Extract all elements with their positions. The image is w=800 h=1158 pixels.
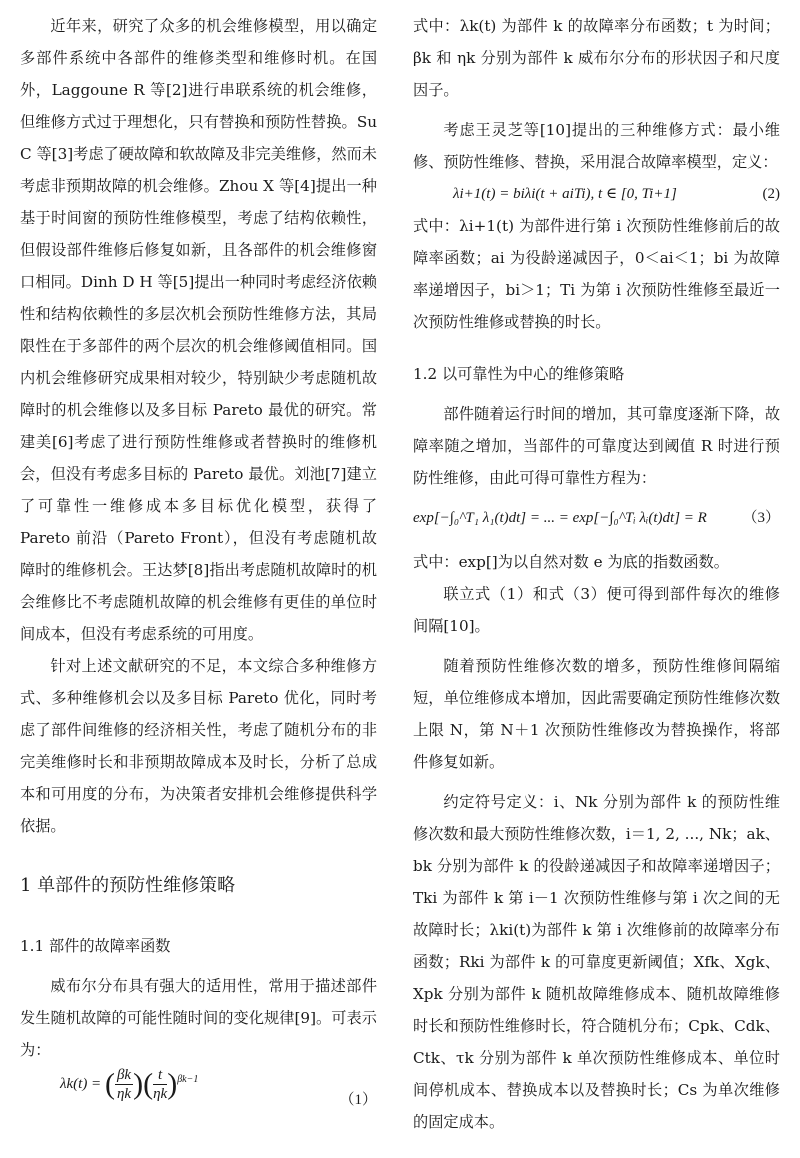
- equation-3-expression: exp[−∫₀^T₁ λ₁(t)dt] = ... = exp[−∫₀^Tᵢ λᵢ(t)dt] = R: [413, 510, 707, 526]
- equation-3-number: （3）: [742, 510, 780, 526]
- section-heading-1: 1 单部件的预防性维修策略: [20, 875, 236, 896]
- reliability-paragraph: 部件随着运行时间的增加，其可靠度逐渐下降，故障率随之增加，当部件的可靠度达到阈值 R 时进行预防性维修，由此可得可靠性方程为：: [413, 405, 780, 487]
- mixed-failure-paragraph: 考虑王灵芝等[10]提出的三种维修方式：最小维修、预防性维修、替换，采用混合故障率模型，定义：: [413, 121, 780, 171]
- notation-paragraph: 约定符号定义：i、Nk 分别为部件 k 的预防性维修次数和最大预防性维修次数，i＝1, 2, ..., Nk；ak、bk 分别为部件 k 的役龄递减因子和故障率递增因子；Tki 为部件 k 第 i－1 次预防性维修与第 i 次之间的无故障时长；λki(t)为部件 k 第 i 次维修前的故障率分布函数；Rki 为部件 k 的可靠度更新阈值；Xfk、Xgk、Xpk 分别为部件 k 随机故障维修成本、随机故障维修时长和预防性维修时长，符合随机分布；Cpk、Cdk、Ctk、τk 分别为部件 k 单次预防性维修成本、单位时间停机成本、替换成本以及替换时长；Cs 为单次维修的固定成本。: [413, 793, 780, 1131]
- equation-1: [20, 1066, 377, 1138]
- equation-1-number: （1）: [339, 1092, 377, 1108]
- equation-1-expression: λk(t) = ( $\frac{\beta k}{\eta k}$ )( $\frac{t}{\eta k}$ )$^{\beta k-1}$: [60, 1067, 199, 1102]
- left-column: [20, 10, 377, 1138]
- equation-2-explanation: 式中：λi+1(t) 为部件进行第 i 次预防性维修前后的故障率函数；ai 为役龄递减因子，0＜ai＜1；bi 为故障率递增因子，bi＞1；Ti 为第 i 次预防性维修至最近一次预防性维修或替换的时长。: [413, 217, 780, 331]
- weibull-explanation-paragraph: 式中：λk(t) 为部件 k 的故障率分布函数；t 为时间；βk 和 ηk 分别为部件 k 威布尔分布的形状因子和尺度因子。: [413, 17, 780, 99]
- subsection-heading-1-2: 1.2 以可靠性为中心的维修策略: [413, 365, 625, 383]
- equation-1-beta: βk: [116, 1067, 132, 1083]
- equation-2-expression: λi+1(t) = biλi(t + aiTi), t ∈ [0, Ti+1]: [453, 186, 677, 202]
- equation-3-explanation: 式中：exp[]为以自然对数 e 为底的指数函数。: [413, 553, 729, 571]
- equation-3: [413, 494, 780, 546]
- subsection-heading-1-1: 1.1 部件的故障率函数: [20, 937, 171, 955]
- right-column: [413, 10, 780, 1138]
- equation-1-lhs: λk(t) =: [60, 1075, 102, 1092]
- replacement-paragraph: 随着预防性维修次数的增多，预防性维修间隔缩短，单位维修成本增加，因此需要确定预防性维修次数上限 N，第 N＋1 次预防性维修改为替换操作，将部件修复如新。: [413, 657, 780, 771]
- equation-1-exponent: βk−1: [177, 1073, 199, 1085]
- equation-1-eta: ηk: [116, 1086, 132, 1102]
- equation-2: [413, 178, 780, 210]
- contribution-paragraph: 针对上述文献研究的不足，本文综合多种维修方式、多种维修机会以及多目标 Pareto 优化，同时考虑了部件间维修的经济相关性，考虑了随机分布的非完美维修时长和非预期故障成本及时长，分析了总成本和可用度的分布，为决策者安排机会维修提供科学依据。: [20, 657, 377, 835]
- equation-1-t: t: [153, 1066, 167, 1085]
- equation-2-number: (2): [762, 186, 780, 202]
- intro-paragraph: 近年来，研究了众多的机会维修模型，用以确定多部件系统中各部件的维修类型和维修时机。在国外，Laggoune R 等[2]进行串联系统的机会维修，但维修方式过于理想化，只有替换和预防性替换。Su C 等[3]考虑了硬故障和软故障及非完美维修，然而未考虑非预期故障的机会维修。Zhou X 等[4]提出一种基于时间窗的预防性维修模型，考虑了结构依赖性，但假设部件维修后修复如新，且各部件的机会维修窗口相同。Dinh D H 等[5]提出一种同时考虑经济依赖性和结构依赖性的多层次机会预防性维修方法，其局限性在于多部件的两个层次的机会维修阈值相同。国内机会维修研究成果相对较少，特别缺少考虑随机故障时的机会维修以及多目标 Pareto 最优的研究。常建美[6]考虑了进行预防性维修或者替换时的维修机会，但没有考虑多目标的 Pareto 最优。刘池[7]建立了可靠性一维修成本多目标优化模型，获得了 Pareto 前沿（Pareto Front），但没有考虑随机故障时的维修机会。王达梦[8]指出考虑随机故障时的机会维修比不考虑随机故障的机会维修有更佳的单位时间成本，但没有考虑系统的可用度。: [20, 17, 377, 643]
- equation-1-eta-2: ηk: [153, 1086, 168, 1102]
- interval-paragraph: 联立式（1）和式（3）便可得到部件每次的维修间隔[10]。: [413, 585, 780, 635]
- weibull-paragraph: 威布尔分布具有强大的适用性，常用于描述部件发生随机故障的可能性随时间的变化规律[9]。可表示为：: [20, 977, 377, 1059]
